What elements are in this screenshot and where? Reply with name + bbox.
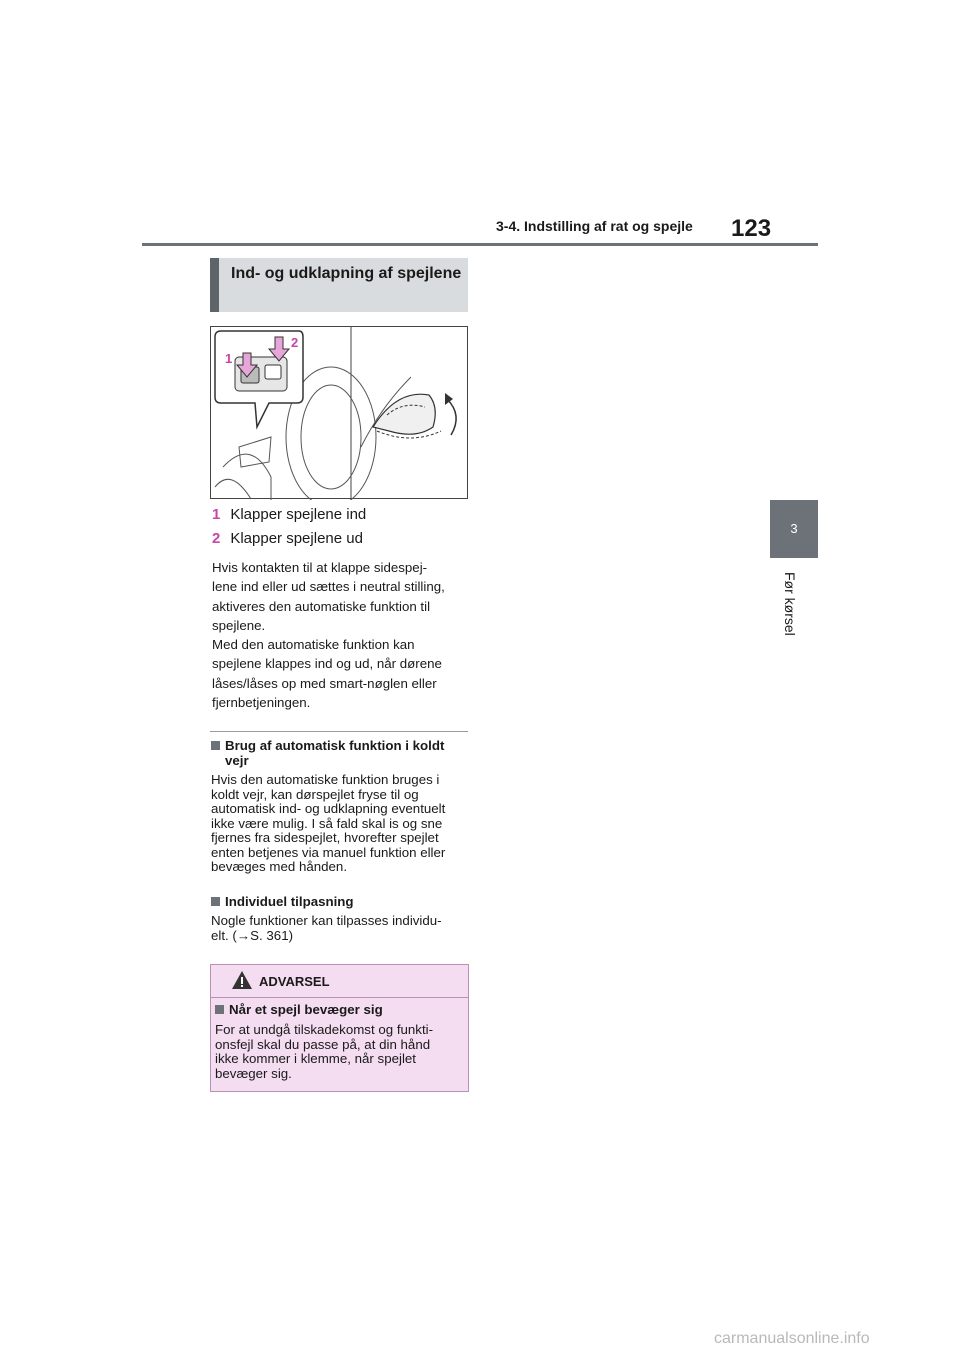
cold-line: automatisk ind- og udklapning eventuelt: [211, 801, 446, 816]
callout-1-label: 1: [225, 351, 233, 366]
cold-line: ikke være mulig. I så fald skal is og sne: [211, 815, 443, 831]
warning-header: [211, 965, 468, 998]
custom-line: Nogle funktioner kan tilpasses individu-: [211, 913, 442, 928]
header-rule: [142, 243, 818, 246]
warning-box: [210, 964, 469, 1092]
body-line: spejlene.: [212, 617, 266, 633]
step-1: [212, 506, 366, 523]
cold-line: fjernes fra sidespejlet, hvorefter spejlet: [211, 830, 439, 845]
callout-2-label: 2: [291, 335, 299, 350]
cold-line: enten betjenes via manuel funktion eller: [211, 844, 446, 860]
header-section-title: 3-4. Indstilling af rat og spejle: [496, 218, 693, 234]
cold-line: bevæges med hånden.: [211, 859, 348, 874]
warning-subtitle: Når et spejl bevæger sig: [229, 1002, 383, 1017]
section-title: Ind- og udklapning af spejlene: [231, 265, 462, 282]
cold-title-line-2: vejr: [225, 753, 249, 768]
step-2-number: 2: [212, 530, 221, 547]
customization-heading: [211, 894, 469, 909]
warning-line: For at undgå tilskadekomst og funkti-: [215, 1022, 434, 1037]
square-bullet-icon: [211, 741, 220, 750]
cold-weather-body: [211, 773, 469, 875]
body-paragraph: [212, 558, 468, 712]
customization-title: Individuel tilpasning: [225, 894, 354, 909]
body-line: Med den automatiske funktion kan: [212, 637, 415, 653]
square-bullet-icon: [211, 897, 220, 906]
square-bullet-icon: [215, 1005, 224, 1014]
warning-line: bevæger sig.: [215, 1065, 292, 1081]
body-line: fjernbetjeningen.: [212, 695, 311, 711]
step-1-number: 1: [212, 506, 221, 523]
warning-line: onsfejl skal du passe på, at din hånd: [215, 1036, 431, 1052]
body-line: lene ind eller ud sættes i neutral stilling,: [212, 579, 445, 595]
warning-label: ADVARSEL: [259, 974, 330, 989]
cold-line: Hvis den automatiske funktion bruges i: [211, 772, 440, 787]
warning-triangle-icon: [231, 970, 253, 990]
chapter-tab: 3: [770, 500, 818, 558]
page-number: 123: [731, 215, 772, 242]
step-2: [212, 530, 363, 547]
body-line: låses/låses op med smart-nøglen eller: [212, 675, 437, 691]
watermark: carmanualsonline.info: [714, 1330, 870, 1347]
step-2-text: Klapper spejlene ud: [230, 530, 363, 547]
warning-line: ikke kommer i klemme, når spejlet: [215, 1051, 416, 1066]
body-line: aktiveres den automatiske funktion til: [212, 598, 431, 614]
warning-body: [215, 1023, 465, 1081]
section-divider: [210, 731, 468, 732]
custom-line-link[interactable]: elt. (→S. 361): [211, 927, 294, 943]
cold-line: koldt vejr, kan dørspejlet fryse til og: [211, 786, 419, 802]
body-line: spejlene klappes ind og ud, når dørene: [212, 656, 442, 672]
chapter-tab-label: Før kørsel: [782, 572, 798, 636]
customization-body: [211, 914, 469, 943]
step-1-text: Klapper spejlene ind: [230, 506, 367, 523]
section-heading-box: [210, 258, 468, 312]
cold-weather-heading: [211, 738, 469, 768]
warning-subtitle-row: [215, 1002, 383, 1017]
body-line: Hvis kontakten til at klappe sidespej-: [212, 560, 428, 575]
mirror-switch-figure: [210, 326, 468, 499]
cold-title-line-1: Brug af automatisk funktion i koldt: [225, 738, 445, 753]
